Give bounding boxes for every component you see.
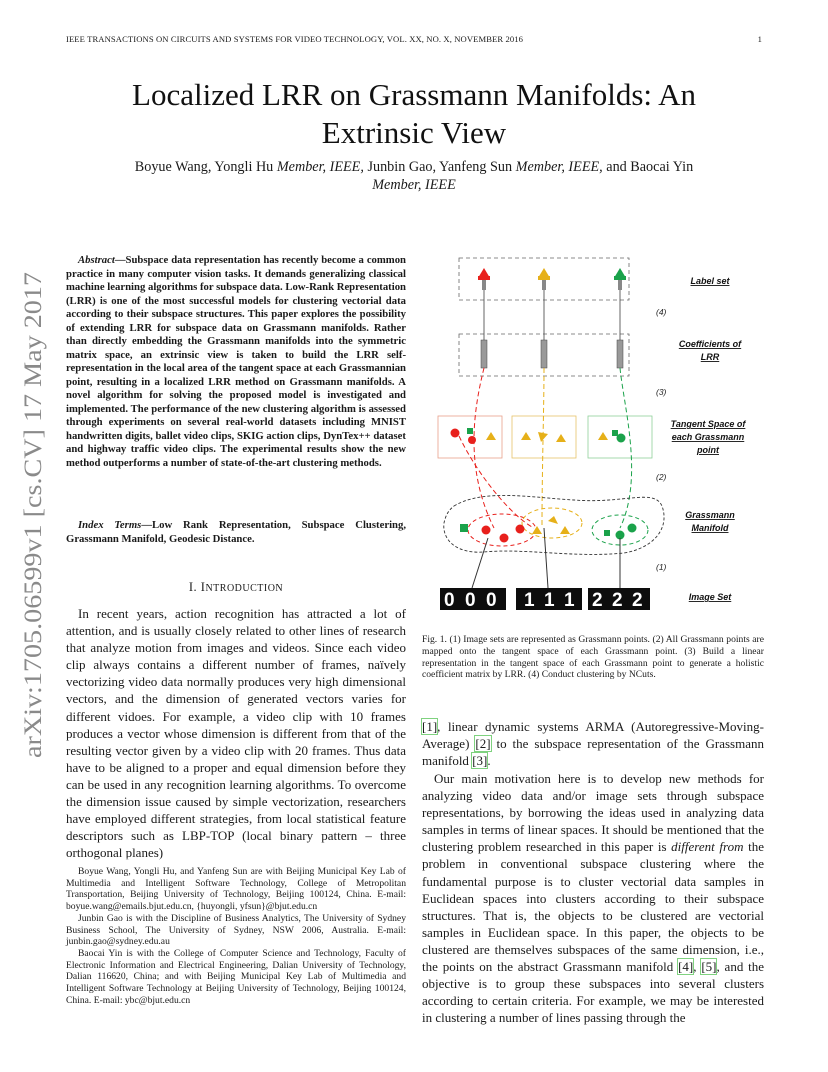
title-line-2: Extrinsic View [321,115,507,150]
caption-text: (1) Image sets are represented as Grassmann points. (2) All Grassmann points are mapped onto the tangent space of each Grassmann point. (3) Build a linear representation in the tangent space of each Grassmann point to generate a holistic coefficient matrix by LRR. (4) Conduct clustering by NCuts. [422,634,765,681]
section-heading-introduction [66,580,406,595]
digit-6: 1 [564,590,575,611]
section-number: I. [188,580,201,594]
figure-1 [424,248,766,626]
tangent-label-1: Tangent Space of [670,419,746,429]
title-line-1: Localized LRR on Grassmann Manifolds: An [132,77,696,112]
digit-7: 2 [592,590,603,611]
step-label-1: (1) [656,562,667,572]
label-flag-red [478,268,490,290]
digit-9: 2 [632,590,643,611]
citation-4[interactable]: [4] [678,959,694,975]
authors-part-3: and Baocai Yin [602,159,694,175]
flow-lines [484,288,620,348]
footnote-rule [66,858,406,860]
digit-5: 1 [544,590,555,611]
right-p2-text-b: the problem in conventional subspace clustering where the fundamental purpose is to cluster vectorial data samples in Euclidean spaces into clusters according to their subspace structures. That is, the objects to be clustered are vectorial samples in Euclidean space. In this paper, the objects to be clustered are themselves subspaces of the same dimension, i.e., the points on the abstract Grassmann manifold [422,839,765,975]
tangent-label-3: point [697,445,719,455]
digit-1: 0 [444,590,455,611]
index-terms-text: —Low Rank Representation, Subspace Clustering, Grassmann Manifold, Geodesic Distance. [66,519,406,545]
image-set-lines [472,528,620,588]
right-p2-text-a: Our main motivation here is to develop new methods for analyzing video data and/or image sets through subspace representations, by borrowing the ideas used in analyzing data samples in terms of linear spaces. It should be mentioned that the clustering problem researched in this paper is [422,771,764,855]
grassmann-label-1: Grassmann [685,510,735,520]
right-p1-text-c: . [487,753,491,769]
footnote-1: Boyue Wang, Yongli Hu, and Yanfeng Sun are with Beijing Municipal Key Lab of Multimedia and Intelligent Software Technology, College of Metropolitan Transportation, Beijing University of Technology, Beijing 100124, China. E-mail: boyue.wang@emails.bjut.edu.cn, {huyongli, yfsun}@bjut.edu.cn [66,866,406,913]
right-paragraph-1 [422,718,764,769]
authors-part-2: Junbin Gao, Yanfeng Sun [363,159,516,175]
section-first-letter: I [200,580,206,594]
coefficient-bar-3 [617,340,623,368]
digit-8: 2 [612,590,623,611]
manifold-points [460,516,637,543]
image-set-label: Image Set [688,592,732,602]
citation-5[interactable]: [5] [701,959,717,975]
tangent-points-red [451,428,497,444]
tangent-label-2: each Grassmann [671,432,745,442]
right-p2-emphasis: different from [671,839,744,855]
coefficient-bar-2 [541,340,547,368]
index-terms [66,519,406,546]
page-number: 1 [757,34,762,44]
step-label-3: (3) [656,387,667,397]
abstract [66,254,406,470]
footnote-2: Junbin Gao is with the Discipline of Business Analytics, The University of Sydney Business School, The University of Sydney, NSW 2006, Australia. E-mail: junbin.gao@sydney.edu.au [66,912,406,948]
right-p2-sep: , [693,959,702,975]
label-flag-green [614,268,626,290]
arxiv-stamp-text: arXiv:1705.06599v1 [cs.CV] 17 May 2017 [18,317,47,758]
label-flag-yellow [538,268,550,290]
coeff-label-1: Coefficients of [678,339,742,349]
footnotes [66,866,406,1006]
journal-name: IEEE TRANSACTIONS ON CIRCUITS AND SYSTEMS FOR VIDEO TECHNOLOGY, VOL. XX, NO. X, NOVEMBER 2016 [66,34,524,44]
label-set-label: Label set [690,276,730,286]
author-role-3: Member, IEEE [372,177,456,193]
abstract-label: Abstract [78,254,115,266]
section-rest: NTRODUCTION [205,583,284,594]
caption-label: Fig. 1. [422,634,447,645]
abstract-text: —Subspace data representation has recently become a common practice in many computer vision tasks. It demands generalizing classical machine learning algorithms for subspace data. Low-Rank Representation (LRR) is one of the most successful models for clustering vectorial data according to their subspace structures. This paper explores the possibility of extending LRR for subspace data on Grassmann manifolds. Rather than directly embedding the Grassmann manifolds into the symmetric matrix space, an extrinsic view is taken to build the LRR self-representation in the local area of the tangent space at each Grassmannian point, resulting in a localized LRR method on Grassmann manifolds. A novel algorithm for solving the proposed model is investigated and implemented. The performance of the new clustering algorithm is assessed through experiments on several real-world datasets including MNIST handwritten digits, ballet video clips, SKIG action clips, DynTex++ dataset and highway traffic video clips. The experimental results show the new method outperforms a number of state-of-the-art clustering methods. [66,254,406,469]
right-p1-text-a: , linear dynamic systems ARMA (Autoregressive-Moving-Average) [422,719,764,752]
index-terms-label: Index Terms [78,519,142,531]
citation-1[interactable]: [1] [422,719,438,734]
coeff-label-2: LRR [700,352,720,362]
footnote-3: Baocai Yin is with the College of Computer Science and Technology, Faculty of Electronic Information and Electrical Engineering, Dalian University of Technology, Dalian 116620, China; and with Beijing Municipal Key Lab of Multimedia and Intelligent Software Technology at Beijing University of Technology, Beijing 100124, China. E-mail: ybc@bjut.edu.cn [66,947,406,1006]
arxiv-stamp[interactable] [10,270,50,760]
author-list [90,158,738,194]
coefficient-bar-1 [481,340,487,368]
mapping-curves [459,368,632,528]
author-role-1: Member, IEEE, [276,159,364,175]
cluster-ellipse-yellow [522,508,582,538]
intro-paragraph: In recent years, action recognition has attracted a lot of attention, and is usually closely related to other lines of research that analyze motion from images and videos. Since each video clip always contains a different number of frames, naïvely vectorizing video data normally produces very high dimensional vectors, and the dimension of generated vectors varies for different vidoes. For example, a video clip with 10 frames produces a vector whose dimension is different from that of the resulting vector given by a video clip with 20 frames. Thus data have to be aligned to a proper and equal dimension before they can be used in any recognition learning algorithms. To overcome the dimension issue caused by simple vectorization, researchers have employed different strategies, from local statistical feature descriptors such as LBP-TOP (local binary pattern – three orthogonal planes) [66,606,406,861]
citation-2[interactable]: [2] [475,736,491,752]
digit-3: 0 [486,590,497,611]
tangent-points-green [598,430,626,443]
grassmann-label-2: Manifold [691,523,729,533]
right-p2-text-c: , and the objective is to group these subspaces into several clusters according to certain criteria. For example, we may be interested in clustering a number of lines passing through the [422,959,765,1026]
paper-title [66,76,762,152]
right-paragraph-2 [422,770,764,1026]
digit-2: 0 [465,590,476,611]
authors-part-1: Boyue Wang, Yongli Hu [134,159,277,175]
digit-4: 1 [524,590,535,611]
figure-caption [422,634,764,681]
image-set [440,588,650,611]
right-p1-text-b: to the subspace representation of the Grassmann manifold [422,736,764,769]
author-role-2: Member, IEEE, [515,159,603,175]
citation-3[interactable]: [3] [472,753,488,769]
step-label-4: (4) [656,307,667,317]
running-header [66,34,762,44]
step-label-2: (2) [656,472,667,482]
